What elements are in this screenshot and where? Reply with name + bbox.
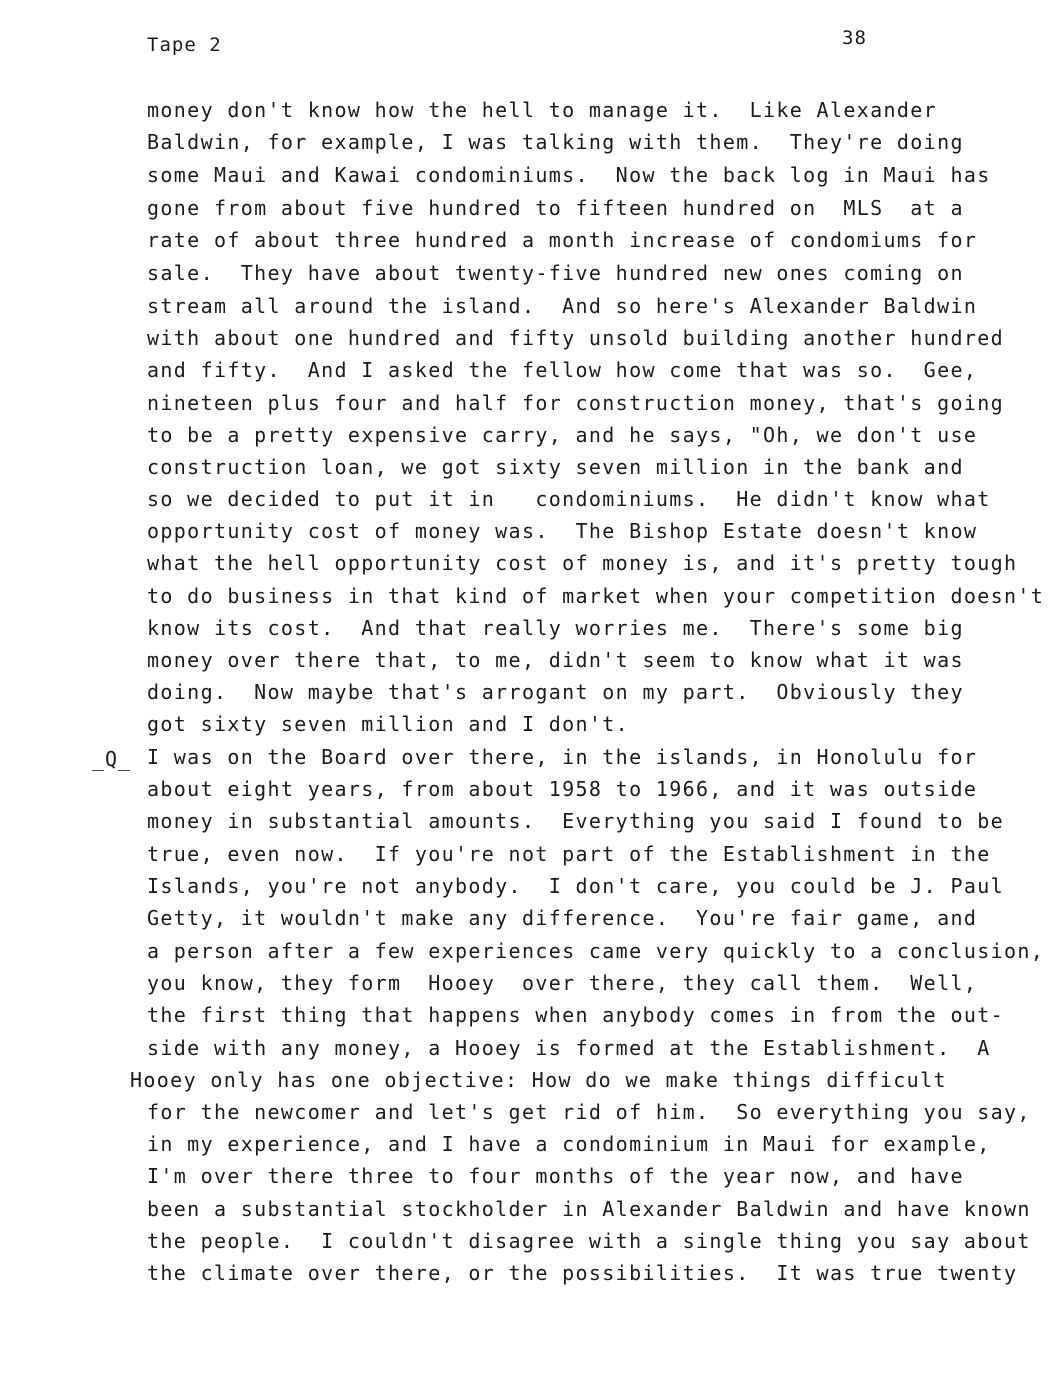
tape-label: Tape 2 — [147, 34, 222, 56]
text-line: the people. I couldn't disagree with a single thing you say about — [147, 1229, 1031, 1253]
text-line: I'm over there three to four months of the year now, and have — [147, 1164, 964, 1188]
text-line: Hooey only has one objective: How do we make things difficult — [130, 1068, 947, 1092]
text-line: money don't know how the hell to manage it. Like Alexander — [147, 98, 938, 122]
text-line: the climate over there, or the possibilities. It was true twenty — [147, 1261, 1018, 1285]
text-line: so we decided to put it in condominiums. He didn't know what — [147, 487, 991, 511]
text-line: and fifty. And I asked the fellow how come that was so. Gee, — [147, 358, 978, 382]
text-line: you know, they form Hooey over there, they call them. Well, — [147, 971, 978, 995]
text-line: in my experience, and I have a condominium in Maui for example, — [147, 1132, 991, 1156]
text-line: to do business in that kind of market when your competition doesn't — [147, 584, 1045, 608]
text-line: know its cost. And that really worries me. There's some big — [147, 616, 964, 640]
text-line: sale. They have about twenty-five hundred new ones coming on — [147, 261, 964, 285]
text-line: construction loan, we got sixty seven million in the bank and — [147, 455, 964, 479]
text-line: doing. Now maybe that's arrogant on my part. Obviously they — [147, 680, 964, 704]
text-line: a person after a few experiences came very quickly to a conclusion, — [147, 939, 1045, 963]
page-number: 38 — [842, 27, 867, 49]
speaker-marker-q: _Q_ — [92, 747, 132, 771]
text-line: got sixty seven million and I don't. — [147, 712, 630, 736]
text-line: side with any money, a Hooey is formed at the Establishment. A — [147, 1036, 991, 1060]
text-line: nineteen plus four and half for construction money, that's going — [147, 391, 1005, 415]
text-line: Baldwin, for example, I was talking with them. They're doing — [147, 130, 964, 154]
text-line: what the hell opportunity cost of money is, and it's pretty tough — [147, 551, 1018, 575]
text-line: stream all around the island. And so here's Alexander Baldwin — [147, 294, 978, 318]
text-line: I was on the Board over there, in the islands, in Honolulu for — [147, 745, 978, 769]
text-line: the first thing that happens when anybody comes in from the out- — [147, 1003, 1005, 1027]
text-line: money over there that, to me, didn't seem to know what it was — [147, 648, 964, 672]
text-line: to be a pretty expensive carry, and he says, "Oh, we don't use — [147, 423, 978, 447]
text-line: Getty, it wouldn't make any difference. You're fair game, and — [147, 906, 978, 930]
text-line: opportunity cost of money was. The Bishop Estate doesn't know — [147, 519, 978, 543]
text-line: about eight years, from about 1958 to 1966, and it was outside — [147, 777, 978, 801]
text-line: with about one hundred and fifty unsold building another hundred — [147, 326, 1005, 350]
text-line: money in substantial amounts. Everything you said I found to be — [147, 809, 1005, 833]
text-line: rate of about three hundred a month increase of condomiums for — [147, 228, 978, 252]
text-line: Islands, you're not anybody. I don't care, you could be J. Paul — [147, 874, 1005, 898]
text-line: been a substantial stockholder in Alexander Baldwin and have known — [147, 1197, 1031, 1221]
text-line: true, even now. If you're not part of the Establishment in the — [147, 842, 991, 866]
text-line: gone from about five hundred to fifteen hundred on MLS at a — [147, 196, 964, 220]
text-line: for the newcomer and let's get rid of him. So everything you say, — [147, 1100, 1031, 1124]
text-line: some Maui and Kawai condominiums. Now the back log in Maui has — [147, 163, 991, 187]
